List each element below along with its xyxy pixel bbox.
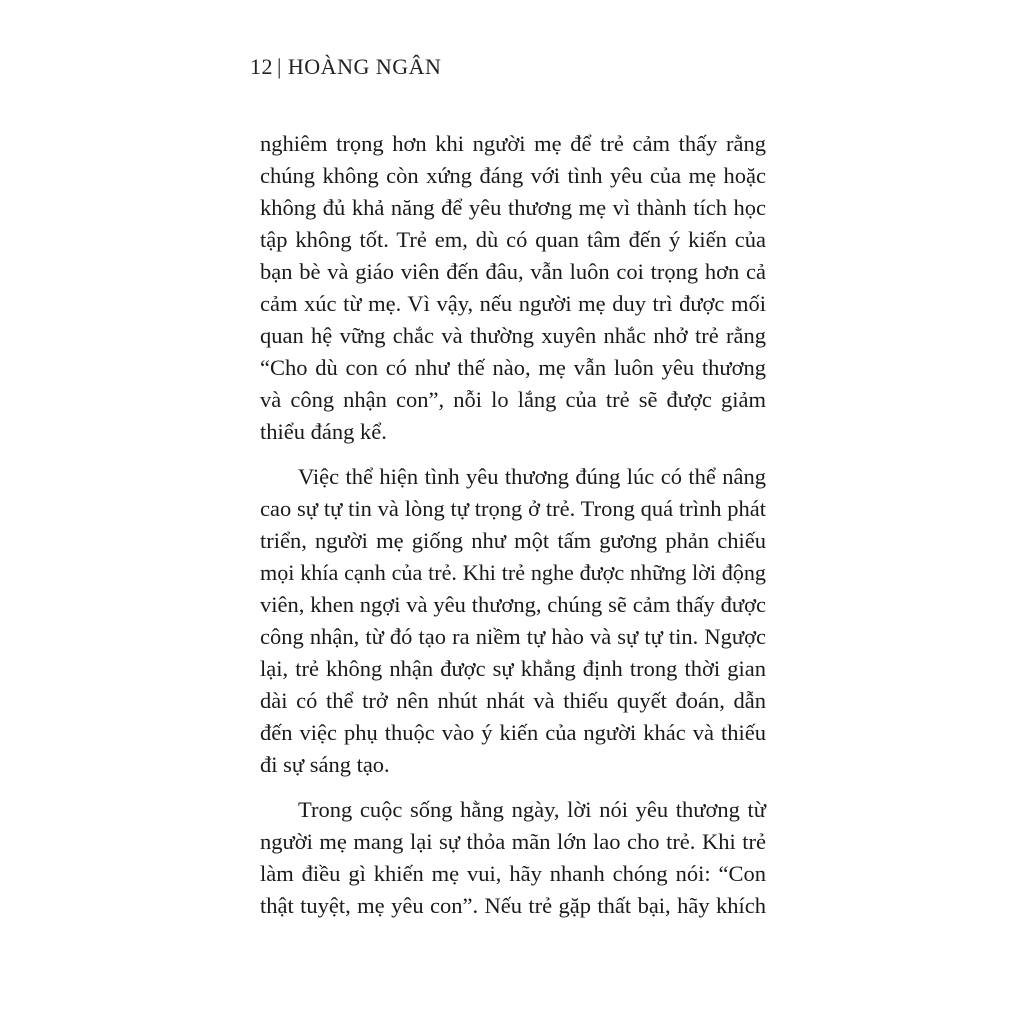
- page-number: 12: [250, 54, 273, 79]
- text-line: quan hệ vững chắc và thường xuyên nhắc nhở trẻ rằng: [260, 323, 766, 348]
- text-line: tập không tốt. Trẻ em, dù có quan tâm đến ý kiến của: [260, 227, 766, 252]
- paragraph-2: [260, 461, 766, 781]
- text-line: không đủ khả năng để yêu thương mẹ vì thành tích học: [260, 195, 766, 220]
- text-line: chúng không còn xứng đáng với tình yêu của mẹ hoặc: [260, 163, 766, 188]
- running-header: [250, 54, 441, 80]
- text-line: Việc thể hiện tình yêu thương đúng lúc có thể nâng: [298, 464, 766, 489]
- text-line: cao sự tự tin và lòng tự trọng ở trẻ. Trong quá trình phát: [260, 496, 766, 521]
- text-line: triển, người mẹ giống như một tấm gương phản chiếu: [260, 528, 766, 553]
- text-line: đi sự sáng tạo.: [260, 752, 390, 777]
- paragraph-3: [260, 794, 766, 922]
- text-line: lại, trẻ không nhận được sự khẳng định trong thời gian: [260, 656, 766, 681]
- author-name: HOÀNG NGÂN: [287, 54, 442, 79]
- text-line: nghiêm trọng hơn khi người mẹ để trẻ cảm thấy rằng: [260, 131, 766, 156]
- text-line: “Cho dù con có như thế nào, mẹ vẫn luôn yêu thương: [260, 355, 766, 380]
- text-line: cảm xúc từ mẹ. Vì vậy, nếu người mẹ duy trì được mối: [260, 291, 766, 316]
- text-line: thiểu đáng kể.: [260, 419, 387, 444]
- text-line: và công nhận con”, nỗi lo lắng của trẻ sẽ được giảm: [260, 387, 766, 412]
- text-line: viên, khen ngợi và yêu thương, chúng sẽ cảm thấy được: [260, 592, 766, 617]
- text-line: Trong cuộc sống hằng ngày, lời nói yêu thương từ: [298, 797, 766, 822]
- text-line: thật tuyệt, mẹ yêu con”. Nếu trẻ gặp thất bại, hãy khích: [260, 893, 766, 918]
- text-line: bạn bè và giáo viên đến đâu, vẫn luôn coi trọng hơn cả: [260, 259, 766, 284]
- paragraph-1: [260, 128, 766, 448]
- text-line: làm điều gì khiến mẹ vui, hãy nhanh chóng nói: “Con: [260, 861, 766, 886]
- header-separator: |: [277, 54, 282, 79]
- page-body: [260, 128, 766, 922]
- text-line: đến việc phụ thuộc vào ý kiến của người khác và thiếu: [260, 720, 766, 745]
- text-line: người mẹ mang lại sự thỏa mãn lớn lao cho trẻ. Khi trẻ: [260, 829, 766, 854]
- text-line: mọi khía cạnh của trẻ. Khi trẻ nghe được những lời động: [260, 560, 766, 585]
- text-line: công nhận, từ đó tạo ra niềm tự hào và sự tự tin. Ngược: [260, 624, 766, 649]
- text-line: dài có thể trở nên nhút nhát và thiếu quyết đoán, dẫn: [260, 688, 766, 713]
